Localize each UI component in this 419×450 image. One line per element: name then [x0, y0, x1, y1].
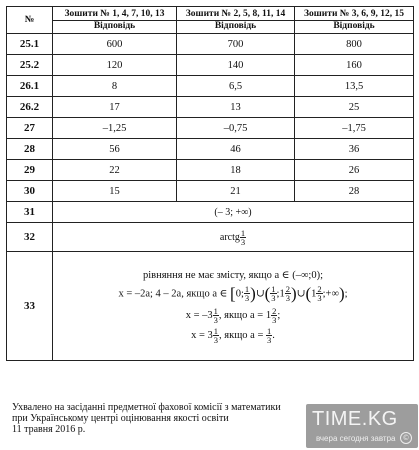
answer-cell: 160: [295, 55, 414, 76]
table-row: [7, 139, 414, 160]
answer-cell: –0,75: [177, 118, 295, 139]
answer-cell: 22: [53, 160, 177, 181]
table-row: [7, 55, 414, 76]
answer-cell-merged: [53, 252, 414, 361]
watermark-logo-text: TIME.KG: [312, 408, 398, 430]
answer-cell: 21: [177, 181, 295, 202]
header-notebook-group-1: [53, 7, 177, 34]
header-row: [7, 7, 414, 34]
answer-cell: 120: [53, 55, 177, 76]
answer-cell: 13: [177, 97, 295, 118]
task-number: 30: [7, 181, 53, 202]
math-line-2: x = –2a; 4 – 2a, якщо a ∈ [0; $\frac{1}{3}$ )∪( $\frac{1}{3}$ ;1 $\frac{2}{3}$ )∪(1 $\frac{2}{3}$ ;+∞);: [118, 283, 348, 303]
header-notebook-group-3: [295, 7, 414, 34]
answer-cell: 26: [295, 160, 414, 181]
answer-sheet: [6, 6, 413, 361]
task-number: 25.1: [7, 34, 53, 55]
answer-cell: 36: [295, 139, 414, 160]
header-number: №: [7, 7, 53, 34]
fraction: $\frac{1}{3}$: [240, 227, 246, 247]
header-notebook-label-3: Зошити № 3, 6, 9, 12, 15: [304, 9, 404, 19]
task-number: 33: [7, 252, 53, 361]
table-row: [7, 252, 414, 361]
math-line-1: рівняння не має змісту, якщо a ∈ (–∞;0);: [142, 269, 324, 281]
answer-cell: 56: [53, 139, 177, 160]
approval-note: [12, 402, 342, 435]
task-number: 26.2: [7, 97, 53, 118]
watermark-tagline: вчера сегодня завтра: [316, 434, 396, 443]
table-row: [7, 97, 414, 118]
table-row: [7, 223, 414, 252]
task-number: 31: [7, 202, 53, 223]
arctg-prefix: arctg: [219, 231, 240, 243]
task-number: 26.1: [7, 76, 53, 97]
answer-cell: 600: [53, 34, 177, 55]
task-number: 25.2: [7, 55, 53, 76]
answers-table: [6, 6, 414, 361]
approval-line-1: Ухвалено на засіданні предметної фахової комісії з математики: [12, 402, 281, 413]
table-row: [7, 160, 414, 181]
answer-cell: 46: [177, 139, 295, 160]
table-row: [7, 34, 414, 55]
answer-cell: –1,25: [53, 118, 177, 139]
task-number: 27: [7, 118, 53, 139]
header-notebook-label-1: Зошити № 1, 4, 7, 10, 13: [64, 9, 165, 19]
answer-cell: 18: [177, 160, 295, 181]
task-number: 29: [7, 160, 53, 181]
table-row: [7, 76, 414, 97]
answer-cell-merged: [53, 223, 414, 252]
answer-cell: 15: [53, 181, 177, 202]
header-answer-label-3: Відповідь: [333, 21, 375, 31]
answer-cell: 8: [53, 76, 177, 97]
table-row: [7, 181, 414, 202]
task-number: 32: [7, 223, 53, 252]
approval-line-2: при Українському центрі оцінювання якості освіти: [12, 413, 229, 424]
table-row: [7, 118, 414, 139]
copyright-icon: ©: [400, 432, 412, 444]
header-answer-label-1: Відповідь: [93, 21, 136, 31]
answer-cell: 140: [177, 55, 295, 76]
math-line-3: x = –3 $\frac{1}{3}$ , якщо a = 1 $\frac{2}{3}$ ;: [185, 305, 281, 325]
math-line-4: x = 3 $\frac{1}{3}$ , якщо a = $\frac{1}{3}$ .: [191, 325, 275, 345]
answer-cell: –1,75: [295, 118, 414, 139]
header-answer-label-2: Відповідь: [214, 21, 257, 31]
header-notebook-group-2: [177, 7, 295, 34]
answer-cell: 13,5: [295, 76, 414, 97]
answer-cell-merged: (– 3; +∞): [53, 202, 414, 223]
answer-cell: 6,5: [177, 76, 295, 97]
table-row: [7, 202, 414, 223]
answer-cell: 28: [295, 181, 414, 202]
answer-cell: 17: [53, 97, 177, 118]
approval-date: 11 травня 2016 р.: [12, 424, 86, 435]
answer-cell: 700: [177, 34, 295, 55]
answer-cell: 25: [295, 97, 414, 118]
header-notebook-label-2: Зошити № 2, 5, 8, 11, 14: [185, 9, 286, 19]
watermark-logo: [306, 404, 418, 448]
answer-cell: 800: [295, 34, 414, 55]
task-number: 28: [7, 139, 53, 160]
